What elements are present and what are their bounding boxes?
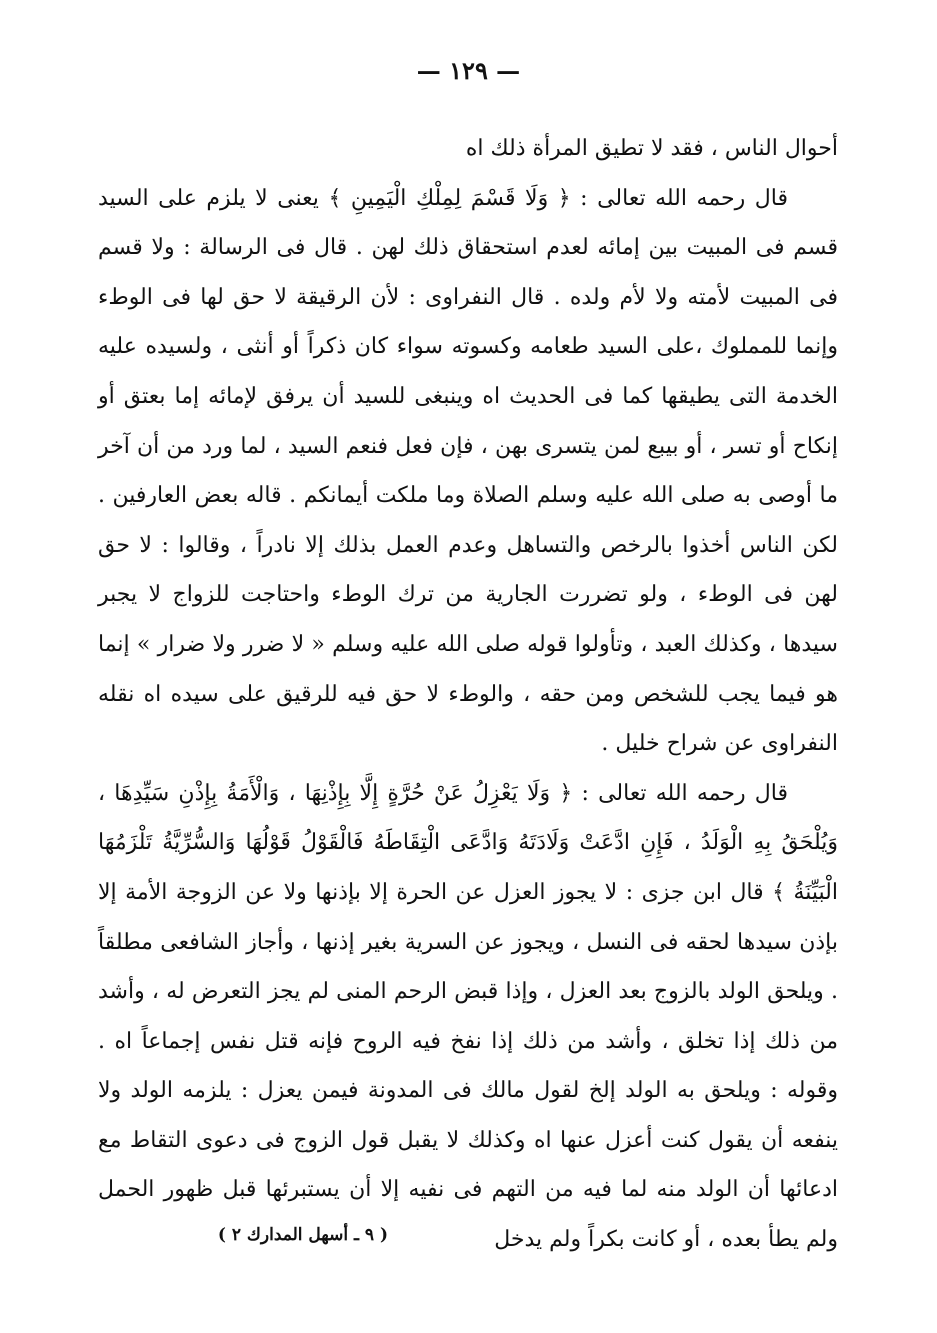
page-number: — ١٢٩ — [416,56,521,85]
paragraph: أحوال الناس ، فقد لا تطيق المرأة ذلك اه [465,136,838,161]
main-text [98,124,838,1265]
footer-book-reference: ( ٩ ـ أسهل المدارك ٢ ) [217,1225,388,1245]
paragraph: قال رحمه الله تعالى : ﴿ وَلَا يَعْزِلُ عَنْ حُرَّةٍ إِلَّا بِإِذْنِهَا ، وَالْأَمَةُ بِإِذْنِ سَيِّدِهَا ، وَيُلْحَقُ بِهِ الْوَلَدُ ، فَإِنِ ادَّعَتْ وَلَادَتَهُ وَادَّعَى الْتِقَاطَهُ فَالْقَوْلُ قَوْلُهَا وَالسُّرِّيَّةُ تَلْزَمُهَا الْبَيِّنَةُ ﴾ قال ابن جزى : لا يجوز العزل عن الحرة إلا بإذنها ولا عن الزوجة الأمة إلا بإذن سيدها لحقه فى النسل ، ويجوز عن السرية بغير إذنها ، وأجاز الشافعى مطلقاً . ويلحق الولد بالزوج بعد العزل ، وإذا قبض الرحم المنى لم يجز التعرض له ، وأشد من ذلك إذا تخلق ، وأشد من ذلك إذا نفخ فيه الروح فإنه قتل نفس إجماعاً اه . وقوله : ويلحق به الولد إلخ لقول مالك فى المدونة فيمن يعزل : يلزمه الولد ولا ينفعه أن يقول كنت أعزل عنها اه وكذلك لا يقبل قول الزوج فى دعوى التقاط مع ادعائها أن الولد منه لما فيه من التهم فى نفيه إلا أن يستبرئها قبل ظهور الحمل ولم يطأ بعده ، أو كانت بكراً ولم يدخل [98,780,838,1253]
paragraph: قال رحمه الله تعالى : ﴿ وَلَا قَسْمَ لِمِلْكِ الْيَمِينِ ﴾ يعنى لا يلزم على السيد قسم فى المبيت بين إمائه لعدم استحقاق ذلك لهن . قال فى الرسالة : ولا قسم فى المبيت لأمته ولا لأم ولده . قال النفراوى : لأن الرقيقة لا حق لها فى الوطء وإنما للمملوك ،على السيد طعامه وكسوته سواء كان ذكراً أو أنثى ، ولسيده عليه الخدمة التى يطيقها كما فى الحديث اه وينبغى للسيد أن يرفق لإمائه إما بعتق أو إنكاح أو تسر ، أو بيبع لمن يتسرى بهن ، فإن فعل فنعم السيد ، لما ورد من أن آخر ما أوصى به صلى الله عليه وسلم الصلاة وما ملكت أيمانكم . قاله بعض العارفين . لكن الناس أخذوا بالرخص والتساهل وعدم العمل بذلك إلا نادراً ، وقالوا : لا حق لهن فى الوطء ، ولو تضررت الجارية من ترك الوطء واحتاجت للزواج لا يجبر سيدها ، وكذلك العبد ، وتأولوا قوله صلى الله عليه وسلم « لا ضرر ولا ضرار » إنما هو فيما يجب للشخص ومن حقه ، والوطء لا حق فيه للرقيق على سيده اه نقله النفراوى عن شراح خليل . [98,185,838,757]
